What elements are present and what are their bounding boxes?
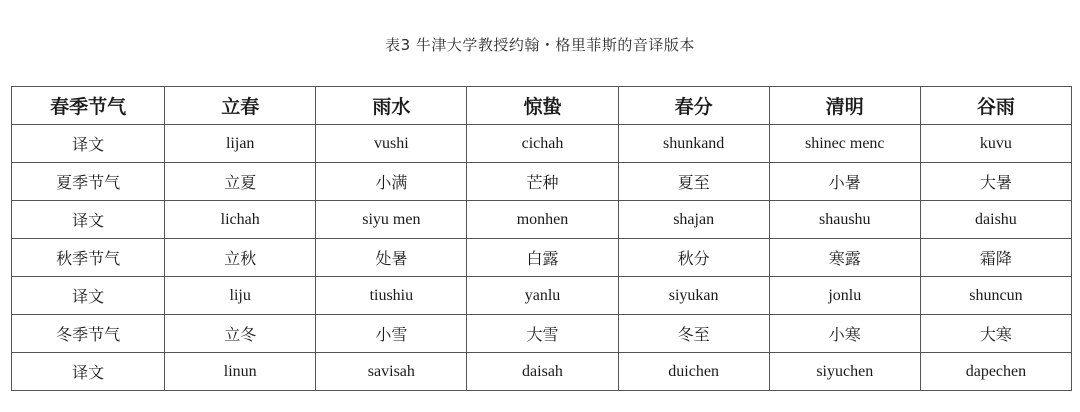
table-cell: 夏至 [618, 163, 769, 201]
table-cell: 立秋 [165, 239, 316, 277]
table-header-row [12, 87, 1072, 125]
table-cell: 夏季节气 [12, 163, 165, 201]
table-cell: kuvu [920, 125, 1071, 163]
table-cell: 寒露 [769, 239, 920, 277]
table-cell: shunkand [618, 125, 769, 163]
table-cell: savisah [316, 353, 467, 391]
table-cell: 霜降 [920, 239, 1071, 277]
header-cell: 清明 [769, 87, 920, 125]
table-cell: jonlu [769, 277, 920, 315]
table-row [12, 163, 1072, 201]
table-cell: 小暑 [769, 163, 920, 201]
header-cell: 立春 [165, 87, 316, 125]
table-cell: 冬季节气 [12, 315, 165, 353]
table-cell: 芒种 [467, 163, 618, 201]
table-cell: 处暑 [316, 239, 467, 277]
table-cell: 秋分 [618, 239, 769, 277]
table-cell: 冬至 [618, 315, 769, 353]
table-cell: daisah [467, 353, 618, 391]
table-cell: 小雪 [316, 315, 467, 353]
table-cell: cichah [467, 125, 618, 163]
header-cell: 春分 [618, 87, 769, 125]
table-cell: lichah [165, 201, 316, 239]
table-cell: yanlu [467, 277, 618, 315]
table-caption: 表3 牛津大学教授约翰・格里菲斯的音译版本 [385, 36, 695, 54]
table-cell: 小寒 [769, 315, 920, 353]
table-cell: siyu men [316, 201, 467, 239]
table-row [12, 201, 1072, 239]
table-cell: dapechen [920, 353, 1071, 391]
table-cell: 大雪 [467, 315, 618, 353]
table-cell: siyukan [618, 277, 769, 315]
table-row [12, 277, 1072, 315]
table-cell: 大暑 [920, 163, 1071, 201]
table-row [12, 125, 1072, 163]
table-cell: 立冬 [165, 315, 316, 353]
solar-terms-table [11, 86, 1072, 391]
header-cell: 谷雨 [920, 87, 1071, 125]
table-cell: duichen [618, 353, 769, 391]
table-cell: 立夏 [165, 163, 316, 201]
table-cell: 译文 [12, 125, 165, 163]
table-cell: shinec menc [769, 125, 920, 163]
header-cell: 惊蛰 [467, 87, 618, 125]
table-row [12, 239, 1072, 277]
table-row [12, 353, 1072, 391]
table-cell: 大寒 [920, 315, 1071, 353]
table-cell: daishu [920, 201, 1071, 239]
table-cell: monhen [467, 201, 618, 239]
table-cell: 秋季节气 [12, 239, 165, 277]
table-cell: vushi [316, 125, 467, 163]
table-cell: 译文 [12, 353, 165, 391]
header-cell: 春季节气 [12, 87, 165, 125]
table-cell: 小满 [316, 163, 467, 201]
header-cell: 雨水 [316, 87, 467, 125]
table-cell: shajan [618, 201, 769, 239]
table-cell: 译文 [12, 277, 165, 315]
table-cell: liju [165, 277, 316, 315]
table-cell: 译文 [12, 201, 165, 239]
table-cell: siyuchen [769, 353, 920, 391]
table-cell: linun [165, 353, 316, 391]
table-cell: lijan [165, 125, 316, 163]
table-row [12, 315, 1072, 353]
table-cell: shaushu [769, 201, 920, 239]
table-cell: shuncun [920, 277, 1071, 315]
table-cell: tiushiu [316, 277, 467, 315]
table-cell: 白露 [467, 239, 618, 277]
